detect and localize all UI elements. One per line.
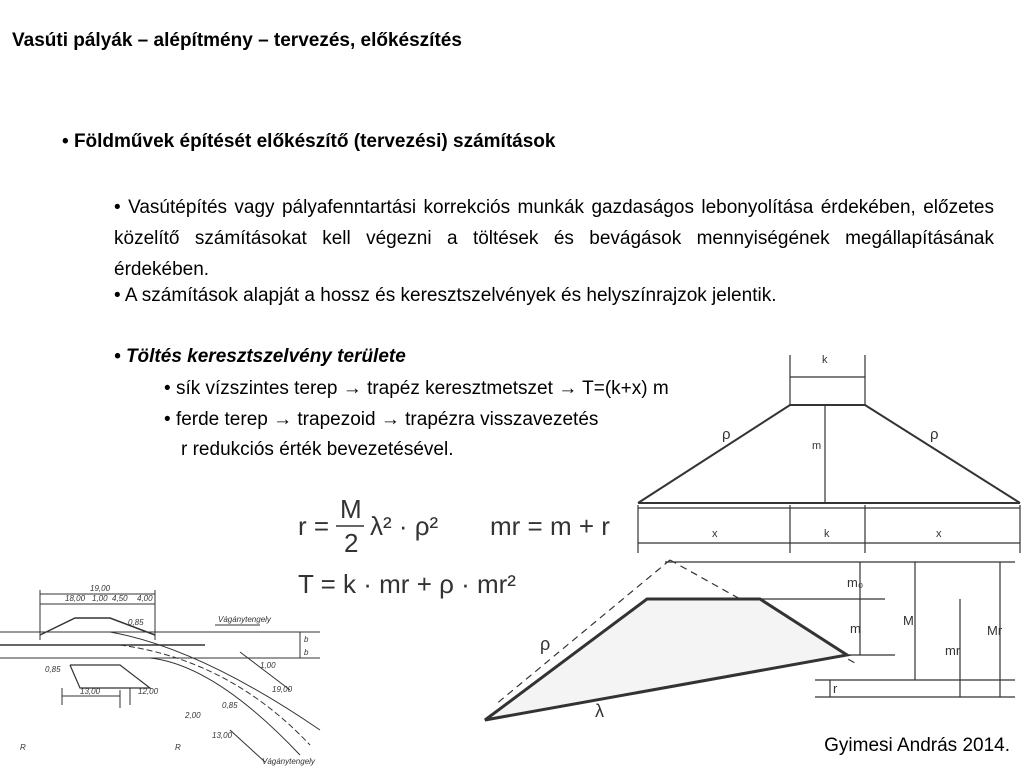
trapezoid-figure xyxy=(630,345,1024,555)
sub-flat-c: T=(k+x) m xyxy=(582,378,669,399)
track-figure xyxy=(0,580,330,768)
track-radius-1: R xyxy=(20,743,26,752)
slide-title: Vasúti pályák – alépítmény – tervezés, előkészítés xyxy=(12,30,462,51)
bullet-embankment: • Töltés keresztszelvény területe xyxy=(114,346,406,367)
trap-label-rho-left: ρ xyxy=(722,426,731,443)
main-bullet: • Földművek építését előkészítő (tervezési) számítások xyxy=(62,131,556,152)
arrow-icon: → xyxy=(558,378,578,399)
arrow-icon: → xyxy=(380,409,400,430)
slope-figure xyxy=(475,555,1024,727)
track-b-1: b xyxy=(304,635,309,644)
slope-label-m: m xyxy=(850,621,861,636)
track-dim-6: 0,85 xyxy=(128,618,144,627)
track-dim-9: 13,00 xyxy=(80,687,101,696)
sub-slope-c: trapézra visszavezetés xyxy=(405,409,599,430)
arrow-icon: → xyxy=(342,378,362,399)
track-label-bottom: Vágánytengely xyxy=(262,757,315,766)
slope-label-lambda: λ xyxy=(595,701,604,721)
track-dim-4: 4,50 xyxy=(112,594,128,603)
slope-label-Mr: Mr xyxy=(987,623,1003,638)
bullet-embankment-text: Töltés keresztszelvény területe xyxy=(125,346,406,367)
track-b-2: b xyxy=(304,648,309,657)
track-dim-2: 18,00 xyxy=(65,594,86,603)
main-bullet-text: Földművek építését előkészítő (tervezési) számítások xyxy=(73,131,556,152)
formula-T: T = k · mr + ρ · mr² xyxy=(298,569,516,599)
track-dim-8: 1,00 xyxy=(260,661,276,670)
bullet-basis: • A számítások alapját a hossz és keresztszelvények és helyszínrajzok jelentik. xyxy=(114,285,777,306)
trap-label-m: m xyxy=(812,440,822,452)
slope-label-mr: mr xyxy=(945,643,961,658)
sub-slope-a: ferde terep xyxy=(175,409,268,430)
sub-bullet-flat: • sík vízszintes terep → trapéz keresztmetszet → T=(k+x) m xyxy=(164,378,669,399)
slope-label-r: r xyxy=(833,681,838,696)
track-label-top: Vágánytengely xyxy=(218,615,271,624)
sub-flat-a: sík vízszintes terep xyxy=(175,378,338,399)
track-dim-12: 0,85 xyxy=(222,701,238,710)
trap-label-x-right: x xyxy=(936,528,942,540)
slope-label-M: M xyxy=(903,613,914,628)
track-dim-7: 0,85 xyxy=(45,665,61,674)
slope-label-m0: m₀ xyxy=(847,575,864,590)
sub-flat-b: trapéz keresztmetszet xyxy=(367,378,553,399)
sub-bullet-continuation: r redukciós érték bevezetésével. xyxy=(181,439,454,460)
trap-label-rho-right: ρ xyxy=(930,426,939,443)
arrow-icon: → xyxy=(273,409,293,430)
trap-label-k-bottom: k xyxy=(824,528,830,540)
bullet-basis-text: A számítások alapját a hossz és keresztszelvények és helyszínrajzok jelentik. xyxy=(124,285,777,306)
track-dim-5: 4,00 xyxy=(137,594,153,603)
formula-r-lhs: r = xyxy=(298,511,330,541)
sub-slope-b: trapezoid xyxy=(297,409,376,430)
track-dim-14: 13,00 xyxy=(212,731,233,740)
sub-bullet-slope: • ferde terep → trapezoid → trapézra visszavezetés xyxy=(164,409,599,430)
footer-author: Gyimesi András 2014. xyxy=(824,735,1010,756)
slope-label-rho: ρ xyxy=(540,634,551,654)
formula-r-num: M xyxy=(340,494,362,524)
track-radius-2: R xyxy=(175,743,181,752)
trap-label-k-top: k xyxy=(822,354,828,366)
paragraph-text: Vasútépítés vagy pályafenntartási korrekciós munkák gazdaságos lebonyolítása érdekében, előzetes közelítő számításokat kell végezni a töltések és bevágások mennyiségének megállapításának érdekében. xyxy=(114,197,994,280)
paragraph-bullet: • Vasútépítés vagy pályafenntartási korrekciós munkák gazdaságos lebonyolítása érdekében, előzetes közelítő számításokat kell végezni a töltések és bevágások mennyiségének megállapításának érdekében. xyxy=(114,197,994,280)
track-dim-10: 12,00 xyxy=(138,687,159,696)
track-dim-3: 1,00 xyxy=(92,594,108,603)
formula-r-den: 2 xyxy=(344,528,359,558)
track-dim-1: 19,00 xyxy=(90,584,111,593)
track-dim-13: 2,00 xyxy=(185,711,201,720)
formula-r-rhs: λ² · ρ² xyxy=(370,511,439,541)
trap-label-x-left: x xyxy=(712,528,718,540)
track-dim-11: 19,00 xyxy=(272,685,293,694)
formula-mr: mr = m + r xyxy=(490,511,610,541)
